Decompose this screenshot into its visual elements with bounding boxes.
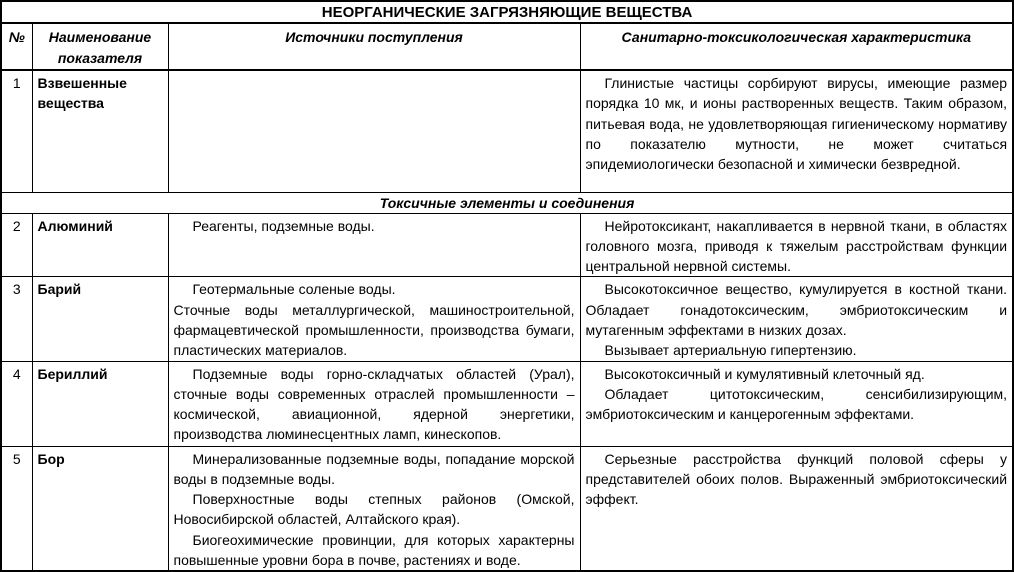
sources-cell — [168, 277, 580, 361]
characteristic-paragraph: Высокотоксичный и кумулятивный клеточный яд. — [604, 365, 925, 382]
indicator-name: Алюминий — [32, 213, 168, 277]
source-paragraph: Поверхностные воды степных районов (Омской, Новосибирской областей, Алтайского края). — [173, 491, 575, 528]
characteristic-cell — [580, 361, 1013, 446]
table-title-row — [1, 1, 1013, 23]
characteristic-paragraph: Высокотоксичное вещество, кумулируется в костной ткани. Обладает гонадотоксическим, эмбриотоксическим и мутагенным эффектами в низких дозах. — [585, 281, 1008, 338]
sources-cell — [168, 446, 580, 571]
row-number: 2 — [1, 213, 32, 277]
sources-cell — [168, 213, 580, 277]
characteristic-cell — [580, 213, 1013, 277]
characteristic-paragraph: Глинистые частицы сорбируют вирусы, имеющие размер порядка 10 мк, и ионы растворенных веществ. Таким образом, питьевая вода, не удовлетворяющая гигиеническому нормативу по показателю мутности, не может считаться эпидемиологически безопасной и химически безвредной. — [585, 75, 1008, 173]
indicator-name: Барий — [32, 277, 168, 361]
column-header-name: Наименование показателя — [32, 23, 168, 70]
source-paragraph: Минерализованные подземные воды, попадание морской воды в подземные воды. — [173, 450, 575, 487]
characteristic-paragraph: Серьезные расстройства функций половой сферы у представителей обоих полов. Выраженный эмбриотоксический эффект. — [585, 450, 1008, 508]
characteristic-cell — [580, 70, 1013, 192]
row-number: 4 — [1, 361, 32, 446]
table-header-row — [1, 23, 1013, 70]
characteristic-paragraph: Обладает цитотоксическим, сенсибилизирующим, эмбриотоксическим и канцерогенным эффектами. — [585, 385, 1008, 423]
source-paragraph: Сточные воды металлургической, машиностроительной, фармацевтической промышленности, производства бумаги, пластических материалов. — [173, 301, 575, 359]
table-row — [1, 361, 1013, 446]
indicator-name: Взвешенные вещества — [32, 70, 168, 192]
column-header-num: № — [1, 23, 32, 70]
table-row — [1, 213, 1013, 277]
characteristic-paragraph: Нейротоксикант, накапливается в нервной ткани, в областях головного мозга, приводя к тяжелым расстройствам функции центральной нервной системы. — [585, 217, 1008, 275]
section-header: Токсичные элементы и соединения — [1, 192, 1013, 213]
characteristic-cell — [580, 277, 1013, 361]
row-number: 3 — [1, 277, 32, 361]
table-row — [1, 277, 1013, 361]
source-paragraph: Биогеохимические провинции, для которых характерны повышенные уровни бора в почве, растениях и воде. — [173, 531, 575, 569]
table-title: НЕОРГАНИЧЕСКИЕ ЗАГРЯЗНЯЮЩИЕ ВЕЩЕСТВА — [1, 1, 1013, 23]
table-row — [1, 446, 1013, 571]
source-paragraph: Геотермальные соленые воды. — [192, 281, 396, 298]
section-header-row — [1, 192, 1013, 213]
row-number: 5 — [1, 446, 32, 571]
table-row — [1, 70, 1013, 192]
source-paragraph: Реагенты, подземные воды. — [192, 217, 375, 234]
source-paragraph: Подземные воды горно-складчатых областей (Урал), сточные воды современных отраслей промышленности – космической, авиационной, ядерной энергетики, производства люминесцентных ламп, кинескопов. — [173, 365, 575, 443]
sources-cell — [168, 361, 580, 446]
column-header-characteristic: Санитарно-токсикологическая характеристика — [580, 23, 1013, 70]
characteristic-cell — [580, 446, 1013, 571]
row-number: 1 — [1, 70, 32, 192]
column-header-sources: Источники поступления — [168, 23, 580, 70]
characteristic-paragraph: Вызывает артериальную гипертензию. — [604, 342, 857, 359]
indicator-name: Бериллий — [32, 361, 168, 446]
indicator-name: Бор — [32, 446, 168, 571]
sources-cell — [168, 70, 580, 192]
